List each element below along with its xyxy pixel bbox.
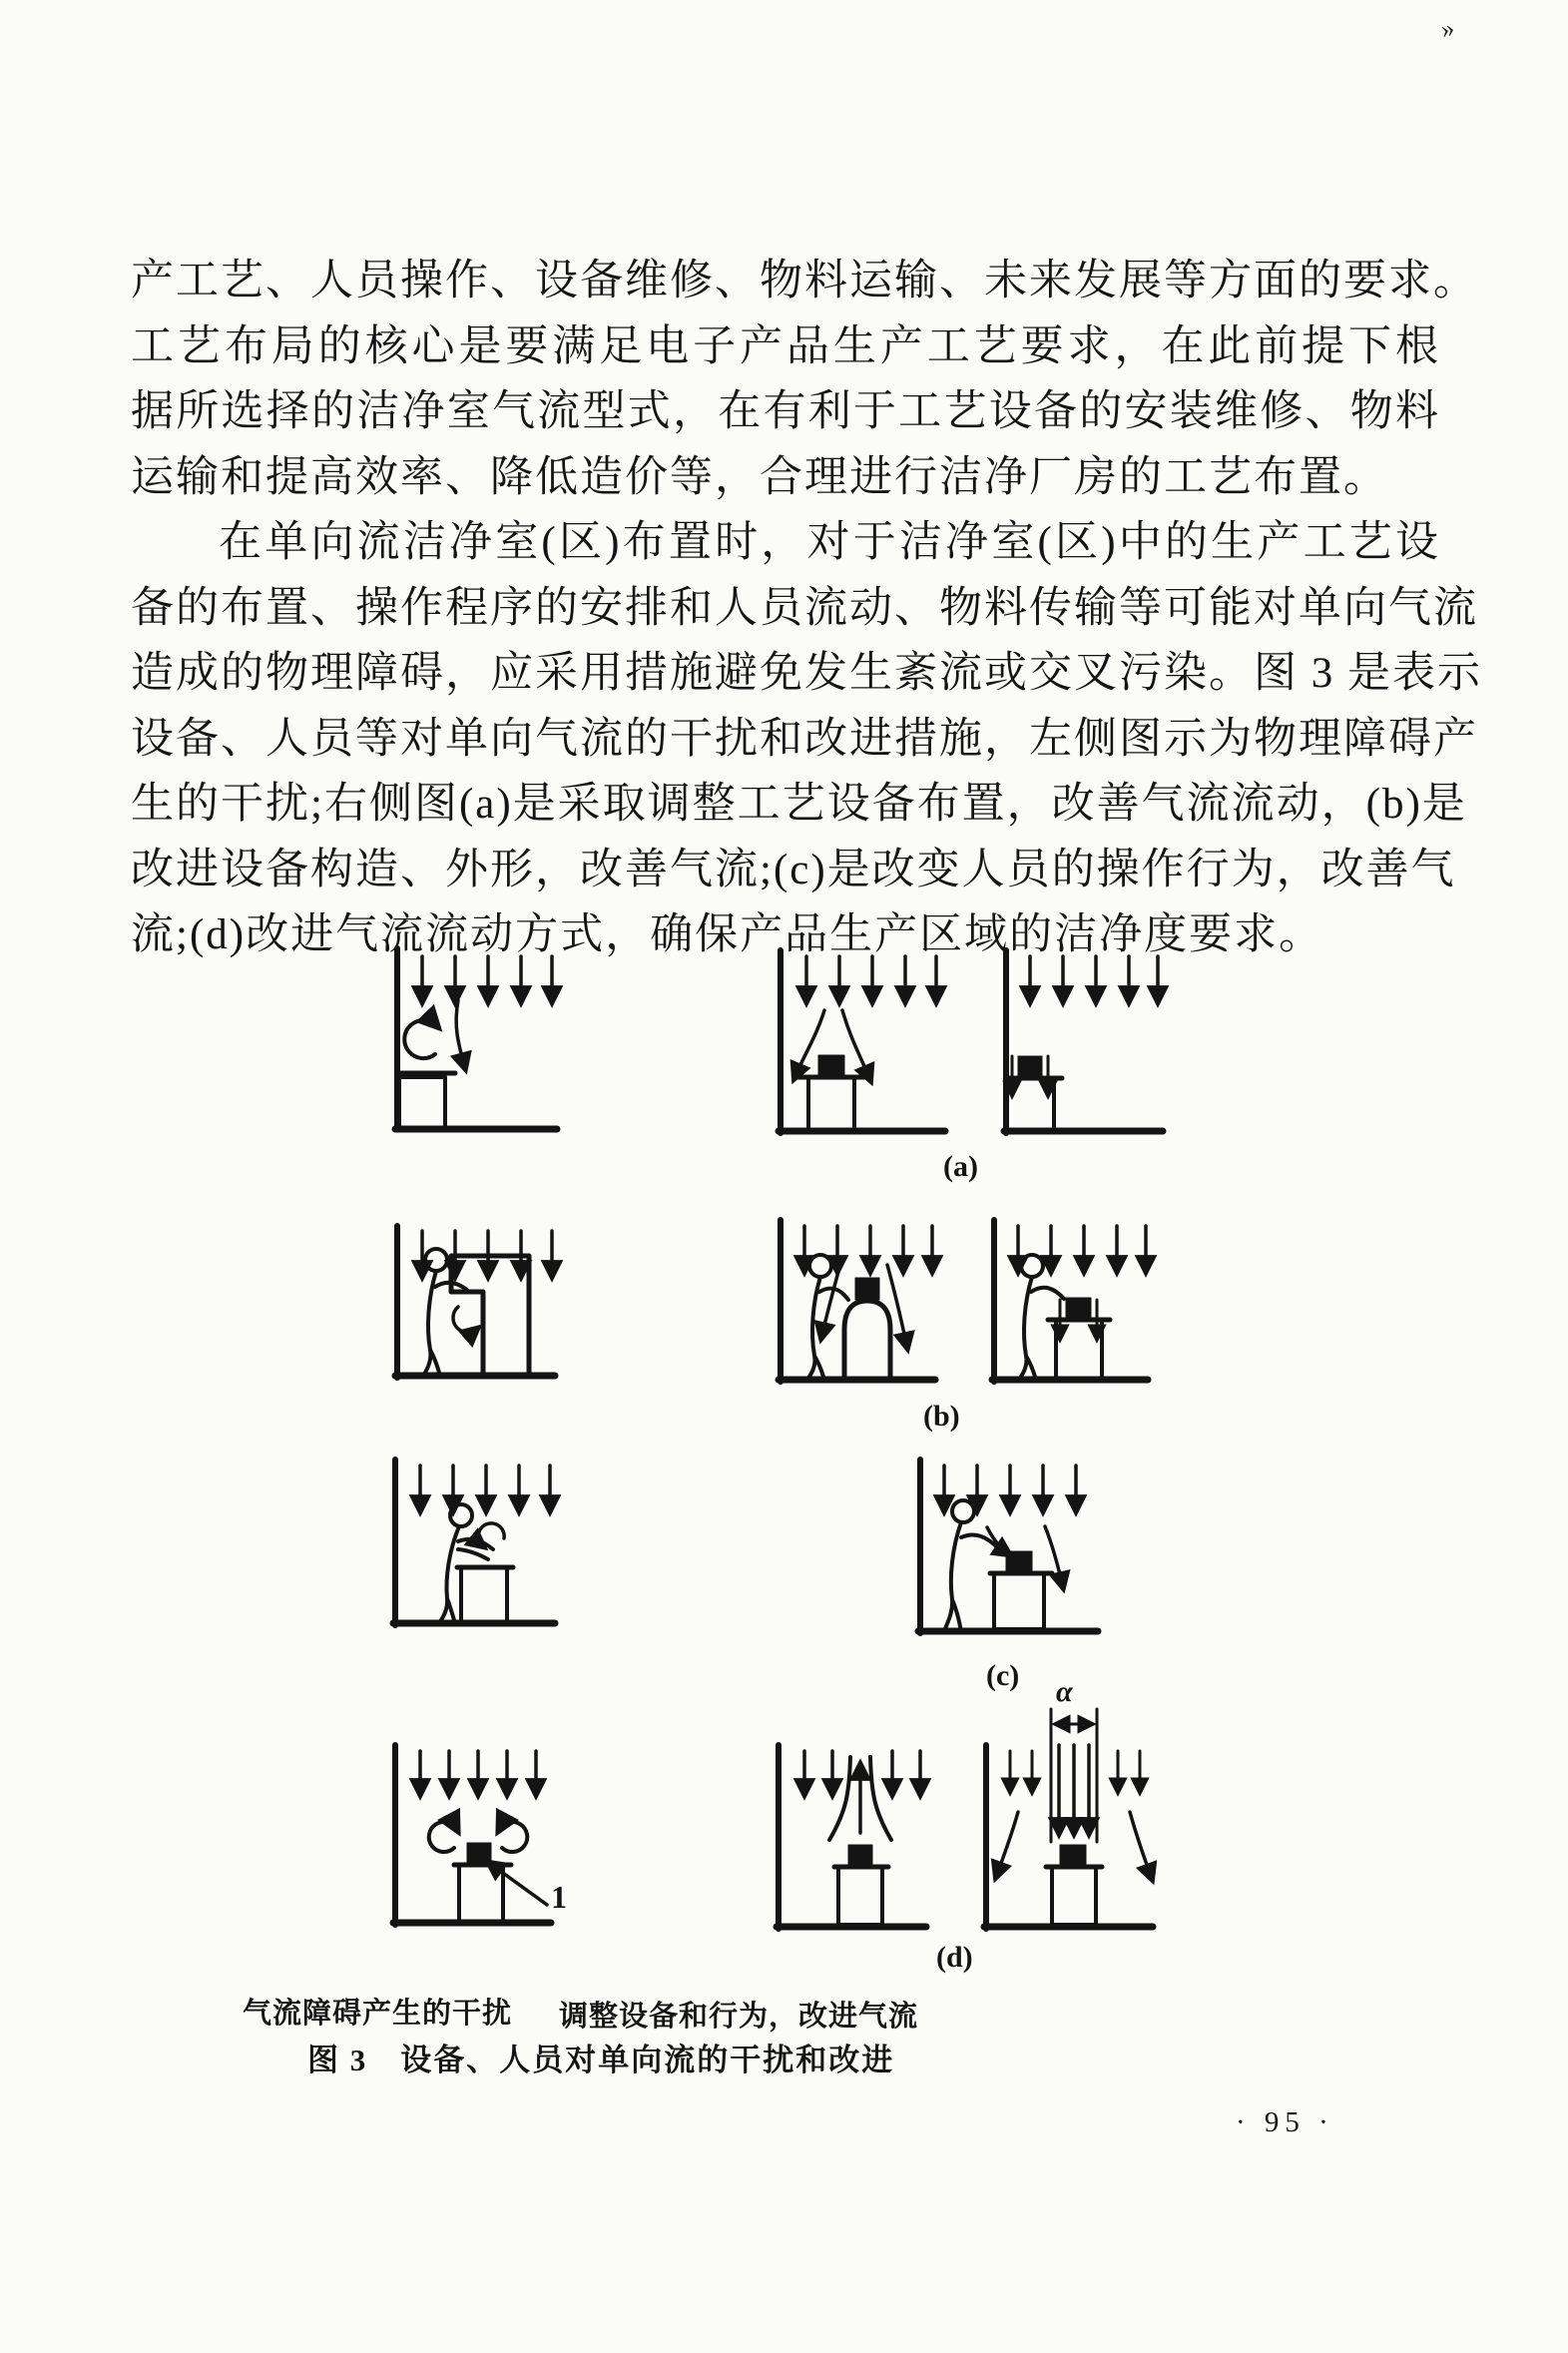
body-line: 设备、人员等对单向气流的干扰和改进措施，左侧图示为物理障碍产 — [131, 716, 1478, 763]
body-line: 流;(d)改进气流流动方式，确保产品生产区域的洁净度要求。 — [131, 911, 1324, 958]
body-line: 据所选择的洁净室气流型式，在有利于工艺设备的安装维修、物料 — [131, 388, 1440, 435]
panel-improvement-d1 — [777, 1745, 926, 1929]
panel-improvement-a2 — [1004, 950, 1163, 1133]
body-line: 运输和提高效率、降低造价等，合理进行洁净厂房的工艺布置。 — [131, 454, 1388, 501]
panel-improvement-a1 — [779, 950, 945, 1133]
panel-improvement-d2 — [984, 1745, 1153, 1929]
body-line: 备的布置、操作程序的安排和人员流动、物料传输等可能对单向气流 — [131, 585, 1478, 632]
row-label-c: (c) — [986, 1659, 1020, 1692]
body-line: 工艺布局的核心是要满足电子产品生产工艺要求，在此前提下根 — [131, 323, 1440, 370]
row-label-a: (a) — [943, 1150, 978, 1183]
caption-improvement: 调整设备和行为，改进气流 — [559, 2001, 919, 2033]
panel-interference-c — [393, 1460, 555, 1625]
row-label-b: (b) — [923, 1400, 960, 1433]
panel-interference-d — [393, 1745, 551, 1925]
callout-1-label: 1 — [551, 1879, 567, 1915]
alpha-label: α — [1056, 1675, 1073, 1708]
panel-improvement-b2 — [992, 1220, 1148, 1382]
panel-improvement-c — [918, 1460, 1098, 1633]
page-number: · 95 · — [1236, 2106, 1334, 2138]
body-line: 生的干扰;右侧图(a)是采取调整工艺设备布置，改善气流流动，(b)是 — [131, 781, 1467, 828]
body-line: 造成的物理障碍，应采用措施避免发生紊流或交叉污染。图 3 是表示 — [131, 650, 1482, 697]
caption-interference: 气流障碍产生的干扰 — [243, 1998, 513, 2030]
corner-pen-mark: » — [1438, 12, 1457, 45]
row-label-d: (d) — [936, 1941, 973, 1974]
figure-caption: 图 3 设备、人员对单向流的干扰和改进 — [307, 2043, 895, 2077]
body-line: 在单向流洁净室(区)布置时，对于洁净室(区)中的生产工艺设 — [219, 519, 1440, 566]
body-line: 产工艺、人员操作、设备维修、物料运输、未来发展等方面的要求。 — [131, 258, 1478, 304]
panel-interference-b — [395, 1226, 555, 1378]
panel-interference-a — [395, 948, 557, 1129]
panel-improvement-b1 — [779, 1220, 935, 1382]
body-line: 改进设备构造、外形，改善气流;(c)是改变人员的操作行为，改善气 — [131, 847, 1456, 893]
